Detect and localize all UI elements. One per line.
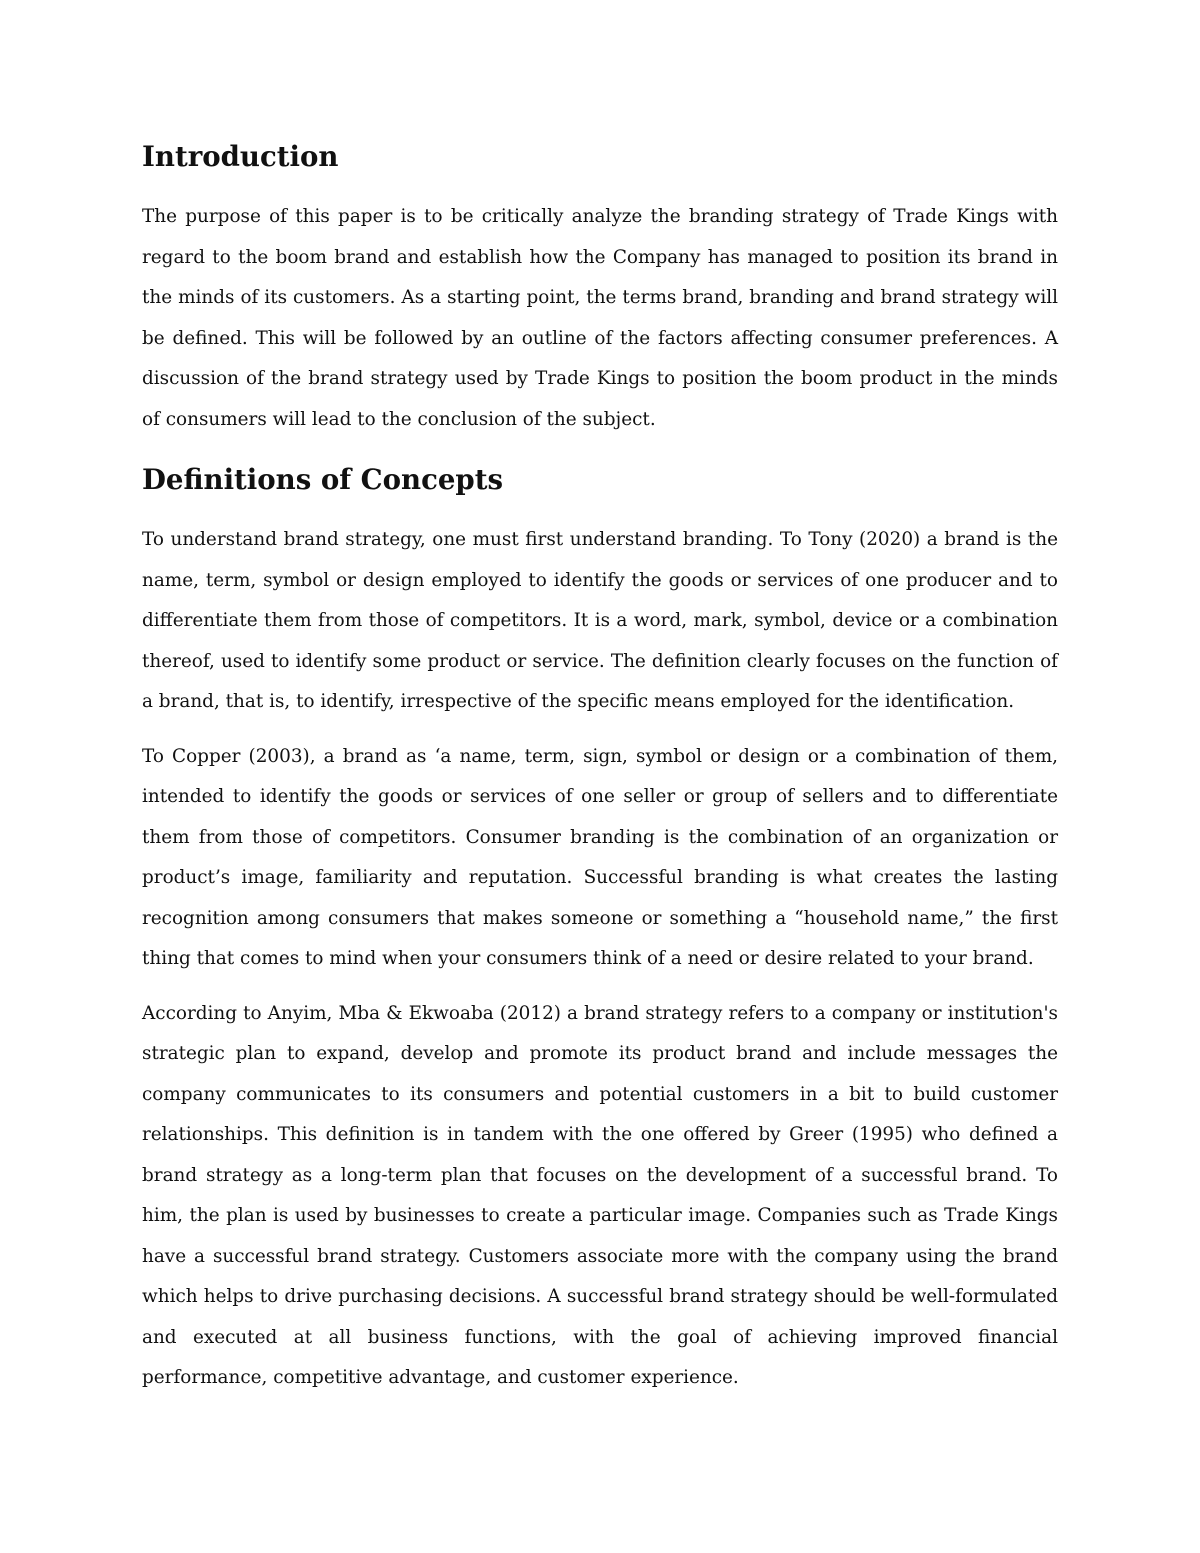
section-heading-introduction: Introduction xyxy=(142,140,339,173)
document-page xyxy=(142,137,1058,1419)
introduction-paragraph: The purpose of this paper is to be critically analyze the branding strategy of Trade Kings with regard to the boom brand and establish how the Company has managed to position its brand in the minds of its customers. As a starting point, the terms brand, branding and brand strategy will be defined. This will be followed by an outline of the factors affecting consumer preferences. A discussion of the brand strategy used by Trade Kings to position the boom product in the minds of consumers will lead to the conclusion of the subject. xyxy=(142,206,1058,430)
definitions-paragraph-3: According to Anyim, Mba & Ekwoaba (2012) a brand strategy refers to a company or institution's strategic plan to expand, develop and promote its product brand and include messages the company communicates to its consumers and potential customers in a bit to build customer relationships. This definition is in tandem with the one offered by Greer (1995) who defined a brand strategy as a long-term plan that focuses on the development of a successful brand. To him, the plan is used by businesses to create a particular image. Companies such as Trade Kings have a successful brand strategy. Customers associate more with the company using the brand which helps to drive purchasing decisions. A successful brand strategy should be well-formulated and executed at all business functions, with the goal of achieving improved financial performance, competitive advantage, and customer experience. xyxy=(142,1002,1058,1388)
definitions-paragraph-2: To Copper (2003), a brand as ‘a name, term, sign, symbol or design or a combination of them, intended to identify the goods or services of one seller or group of sellers and to differentiate them from those of competitors. Consumer branding is the combination of an organization or product’s image, familiarity and reputation. Successful branding is what creates the lasting recognition among consumers that makes someone or something a “household name,” the first thing that comes to mind when your consumers think of a need or desire related to your brand. xyxy=(142,745,1058,969)
definitions-paragraph-1: To understand brand strategy, one must first understand branding. To Tony (2020) a brand is the name, term, symbol or design employed to identify the goods or services of one producer and to differentiate them from those of competitors. It is a word, mark, symbol, device or a combination thereof, used to identify some product or service. The definition clearly focuses on the function of a brand, that is, to identify, irrespective of the specific means employed for the identification. xyxy=(142,529,1058,712)
section-heading-definitions: Definitions of Concepts xyxy=(142,463,503,496)
